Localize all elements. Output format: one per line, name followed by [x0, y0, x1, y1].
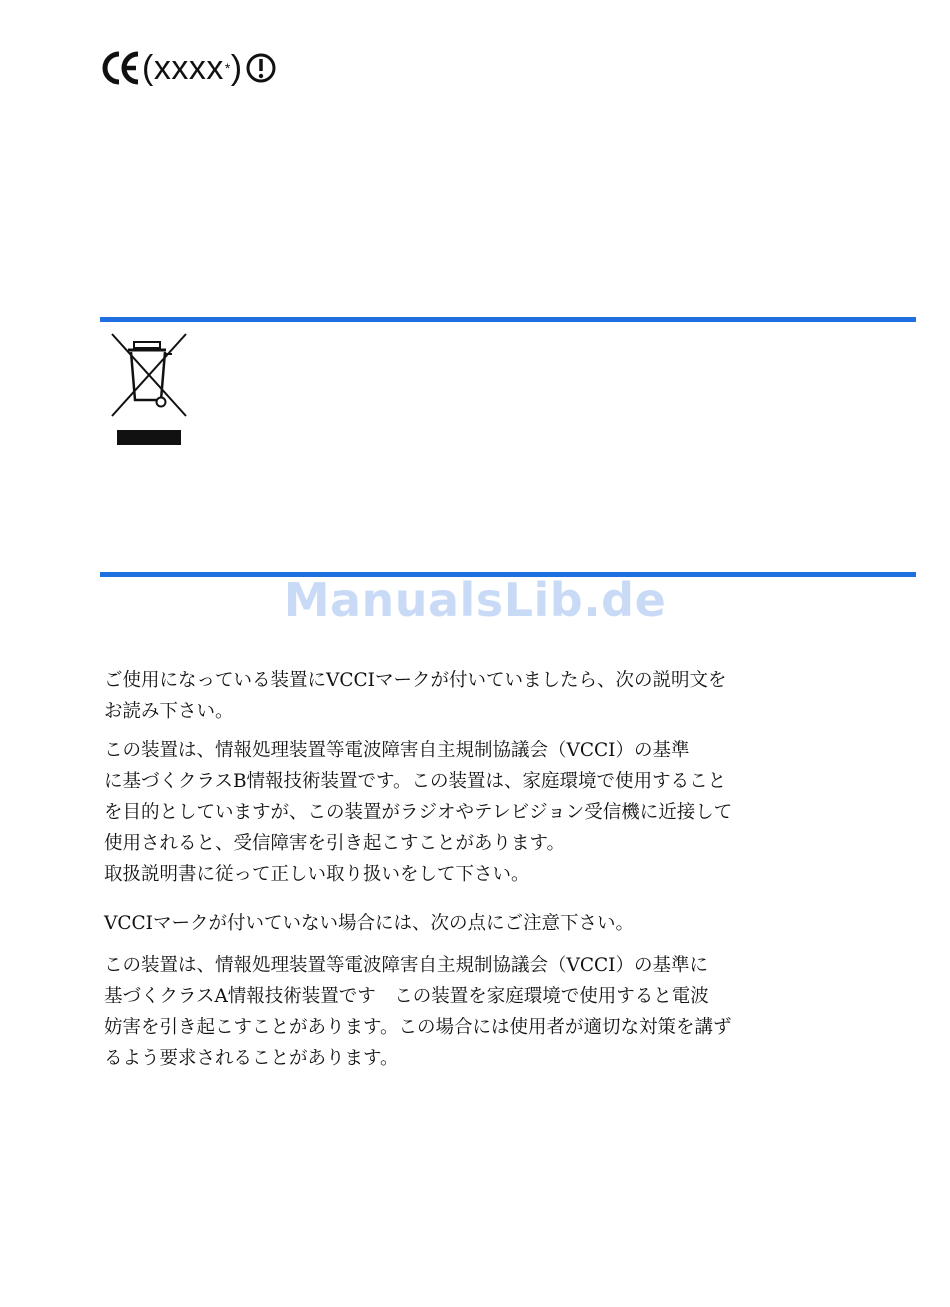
vcci-class-b-line: この装置は、情報処理装置等電波障害自主規制協議会（VCCI）の基準 [104, 740, 690, 761]
vcci-no-mark-intro [104, 908, 804, 939]
vcci-class-a-line: この装置は、情報処理装置等電波障害自主規制協議会（VCCI）の基準に [104, 955, 708, 976]
watermark: ManualsLib.de [283, 573, 667, 627]
ce-close-paren: ) [230, 49, 243, 87]
ce-logo-icon [100, 48, 142, 88]
ce-asterisk: * [224, 60, 231, 76]
vcci-class-b-line: を目的としていますが、この装置がラジオやテレビジョン受信機に近接して [104, 802, 733, 823]
vcci-class-a-line: 基づくクラスA情報技術装置です この装置を家庭環境で使用すると電波 [104, 986, 709, 1007]
vcci-intro-line: ご使用になっている装置にVCCIマークが付いていましたら、次の説明文を [104, 670, 727, 691]
vcci-class-b-notice [104, 735, 804, 890]
notified-body-number: (xxxx [142, 49, 224, 87]
ce-marking [100, 46, 277, 90]
crossed-out-wheelie-bin-icon [106, 330, 192, 448]
vcci-class-b-line: 使用されると、受信障害を引き起こすことがあります。 [104, 833, 566, 854]
vcci-class-a-line: るよう要求されることがあります。 [104, 1048, 399, 1069]
vcci-class-b-line: 取扱説明書に従って正しい取り扱いをして下さい。 [104, 864, 530, 885]
vcci-class-a-line: 妨害を引き起こすことがあります。この場合には使用者が適切な対策を講ず [104, 1017, 732, 1038]
vcci-intro-line: お読み下さい。 [104, 701, 234, 722]
vcci-no-mark-line: VCCIマークが付いていない場合には、次の点にご注意下さい。 [104, 913, 634, 934]
alert-circle-icon [245, 51, 277, 85]
vcci-class-b-line: に基づくクラスB情報技術装置です。この装置は、家庭環境で使用すること [104, 771, 727, 792]
section-divider-top [100, 317, 916, 322]
vcci-class-a-notice [104, 950, 804, 1074]
vcci-intro [104, 665, 804, 727]
